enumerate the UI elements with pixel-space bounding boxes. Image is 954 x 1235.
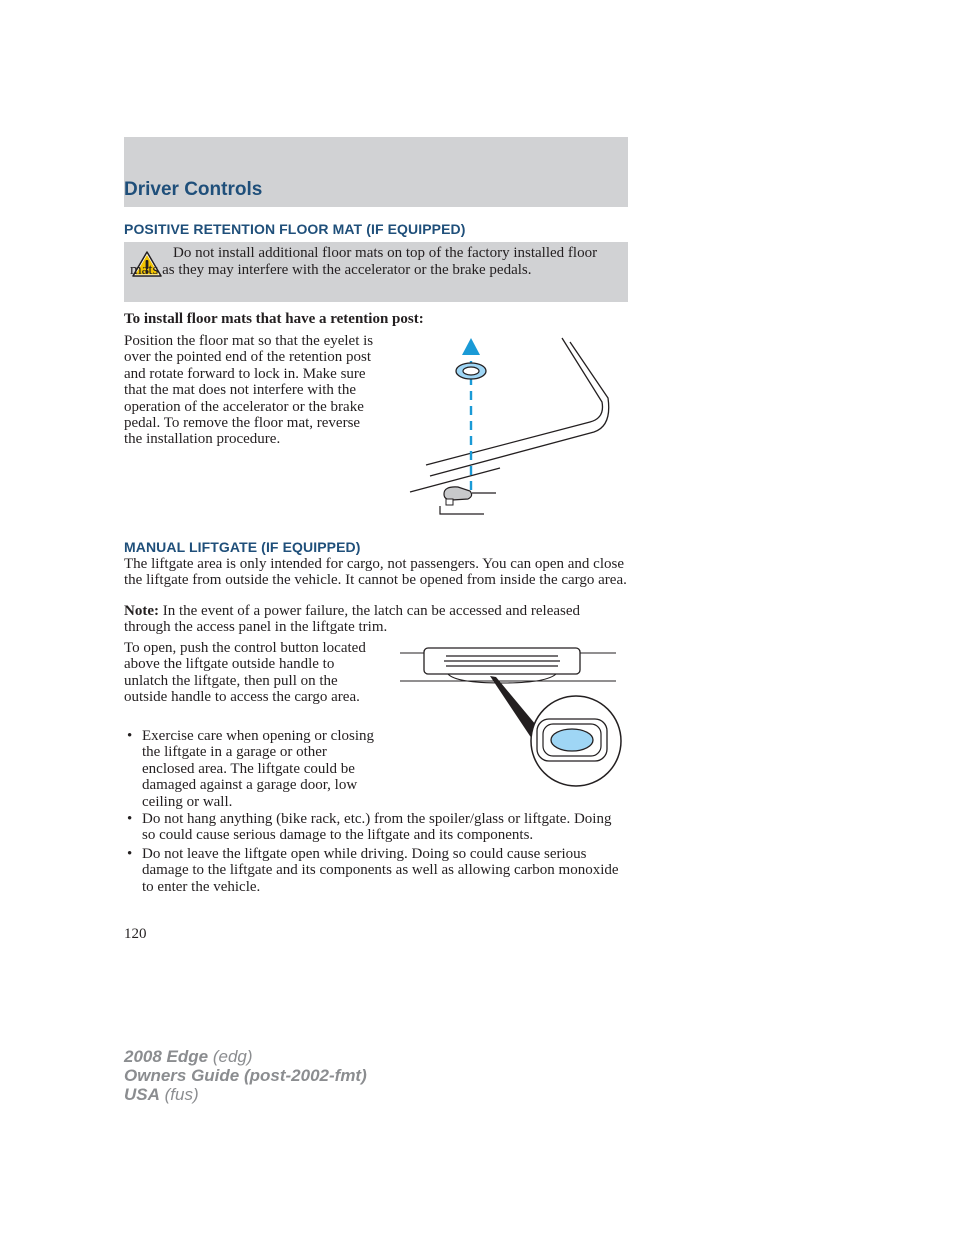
liftgate-bullets-narrow <box>124 728 374 810</box>
bullet-icon: • <box>127 811 133 827</box>
footer-line-2: Owners Guide (post-2002-fmt) <box>124 1066 367 1085</box>
footer-line-3: USA (fus) <box>124 1085 199 1104</box>
liftgate-note <box>124 603 630 636</box>
liftgate-bullets-wide <box>124 811 628 895</box>
bullet-text: Exercise care when opening or closing the liftgate in a garage or other enclosed area. The liftgate could be damaged against a garage door, low ceiling or wall. <box>142 728 374 810</box>
liftgate-heading: MANUAL LIFTGATE (IF EQUIPPED) <box>124 539 361 555</box>
liftgate-open-paragraph: To open, push the control button located above the liftgate outside handle to unlatch the liftgate, then pull on the outside handle to access the cargo area. <box>124 640 366 706</box>
floor-mat-retention-post-illustration <box>400 330 620 525</box>
install-heading: To install floor mats that have a retention post: <box>124 311 424 327</box>
page-number: 120 <box>124 926 147 942</box>
bullet-item <box>124 728 374 810</box>
bullet-item <box>124 846 628 895</box>
liftgate-control-button-illustration <box>396 645 626 793</box>
warning-box <box>124 242 628 302</box>
warning-text: Do not install additional floor mats on top of the factory installed floor mats as they may interfere with the accelerator or the brake pedals. <box>130 245 598 278</box>
install-paragraph: Position the floor mat so that the eyelet is over the pointed end of the retention post and rotate forward to lock in. Make sure that the mat does not interfere with the operation of the accelerator or the brake pedal. To remove the floor mat, reverse the installation procedure. <box>124 333 374 448</box>
chapter-title: Driver Controls <box>124 179 263 200</box>
note-text: In the event of a power failure, the latch can be accessed and released through the access panel in the liftgate trim. <box>124 603 581 636</box>
bullet-icon: • <box>127 845 133 862</box>
floor-mat-heading: POSITIVE RETENTION FLOOR MAT (IF EQUIPPED) <box>124 221 466 237</box>
bullet-icon: • <box>127 728 133 744</box>
note-label: Note: <box>124 603 159 619</box>
liftgate-intro: The liftgate area is only intended for cargo, not passengers. You can open and close the liftgate from outside the vehicle. It cannot be opened from inside the cargo area. <box>124 556 627 589</box>
chapter-header <box>124 137 628 207</box>
bullet-item <box>124 811 628 844</box>
document-footer <box>124 1047 367 1104</box>
bullet-text: Do not hang anything (bike rack, etc.) from the spoiler/glass or liftgate. Doing so could cause serious damage to the liftgate and its components. <box>142 811 612 844</box>
footer-line-1: 2008 Edge (edg) <box>124 1047 253 1066</box>
bullet-text: Do not leave the liftgate open while driving. Doing so could cause serious damage to the liftgate and its components as well as allowing carbon monoxide to enter the vehicle. <box>142 845 619 895</box>
